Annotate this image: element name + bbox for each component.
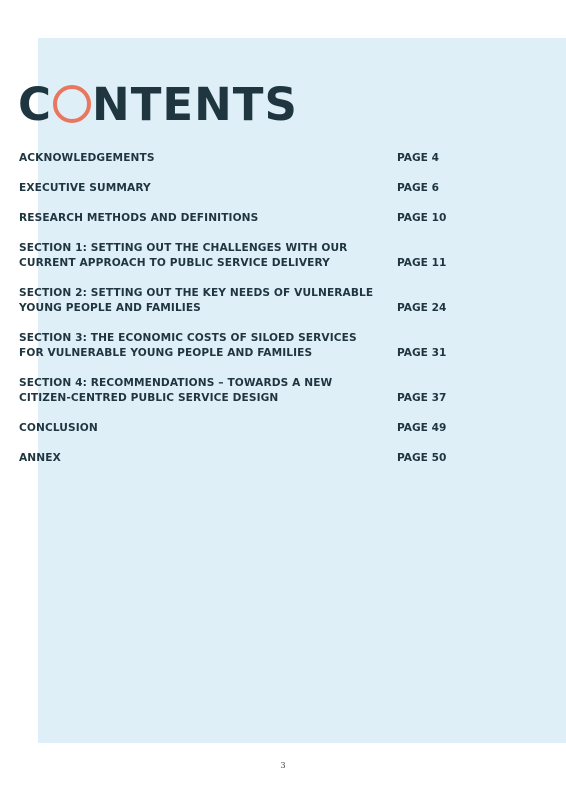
- toc-row-section-2[interactable]: [19, 286, 459, 316]
- toc-entry-page: PAGE 6: [397, 182, 439, 194]
- title-first-letter: C: [18, 78, 53, 131]
- page-number: 3: [280, 761, 286, 770]
- toc-entry-label: EXECUTIVE SUMMARY: [19, 182, 151, 194]
- toc-row-annex[interactable]: [19, 451, 459, 466]
- toc-row-acknowledgements[interactable]: [19, 151, 459, 166]
- toc-row-section-4[interactable]: [19, 376, 459, 406]
- toc-row-section-1[interactable]: [19, 241, 459, 271]
- toc-entry-label: RESEARCH METHODS AND DEFINITIONS: [19, 212, 259, 224]
- toc-entry-page: PAGE 4: [397, 152, 439, 164]
- page-title: [18, 76, 298, 134]
- toc-entry-page: PAGE 10: [397, 212, 447, 224]
- toc-entry-label: ACKNOWLEDGEMENTS: [19, 152, 155, 164]
- toc-entry-label: SECTION 3: THE ECONOMIC COSTS OF SILOED SERVICES FOR VULNERABLE YOUNG PEOPLE AND FAMILIES: [19, 332, 357, 359]
- toc-entry-label: SECTION 1: SETTING OUT THE CHALLENGES WITH OUR CURRENT APPROACH TO PUBLIC SERVICE DELIVERY: [19, 242, 348, 269]
- toc-entry-page: PAGE 49: [397, 422, 447, 434]
- toc-entry-page: PAGE 24: [397, 302, 447, 314]
- toc-row-research-methods[interactable]: [19, 211, 459, 226]
- toc-entry-label: SECTION 4: RECOMMENDATIONS – TOWARDS A NEW CITIZEN-CENTRED PUBLIC SERVICE DESIGN: [19, 377, 333, 404]
- toc-entry-page: PAGE 37: [397, 392, 447, 404]
- toc-entry-page: PAGE 11: [397, 257, 447, 269]
- toc-entry-page: PAGE 50: [397, 452, 447, 464]
- toc-entry-page: PAGE 31: [397, 347, 447, 359]
- toc-row-executive-summary[interactable]: [19, 181, 459, 196]
- toc-entry-label: CONCLUSION: [19, 422, 98, 434]
- table-of-contents: [19, 151, 459, 481]
- toc-entry-label: ANNEX: [19, 452, 61, 464]
- toc-entry-label: SECTION 2: SETTING OUT THE KEY NEEDS OF VULNERABLE YOUNG PEOPLE AND FAMILIES: [19, 287, 374, 314]
- toc-row-conclusion[interactable]: [19, 421, 459, 436]
- toc-row-section-3[interactable]: [19, 331, 459, 361]
- title-rest: NTENTS: [92, 78, 298, 131]
- title-o-ring-icon: [53, 85, 91, 123]
